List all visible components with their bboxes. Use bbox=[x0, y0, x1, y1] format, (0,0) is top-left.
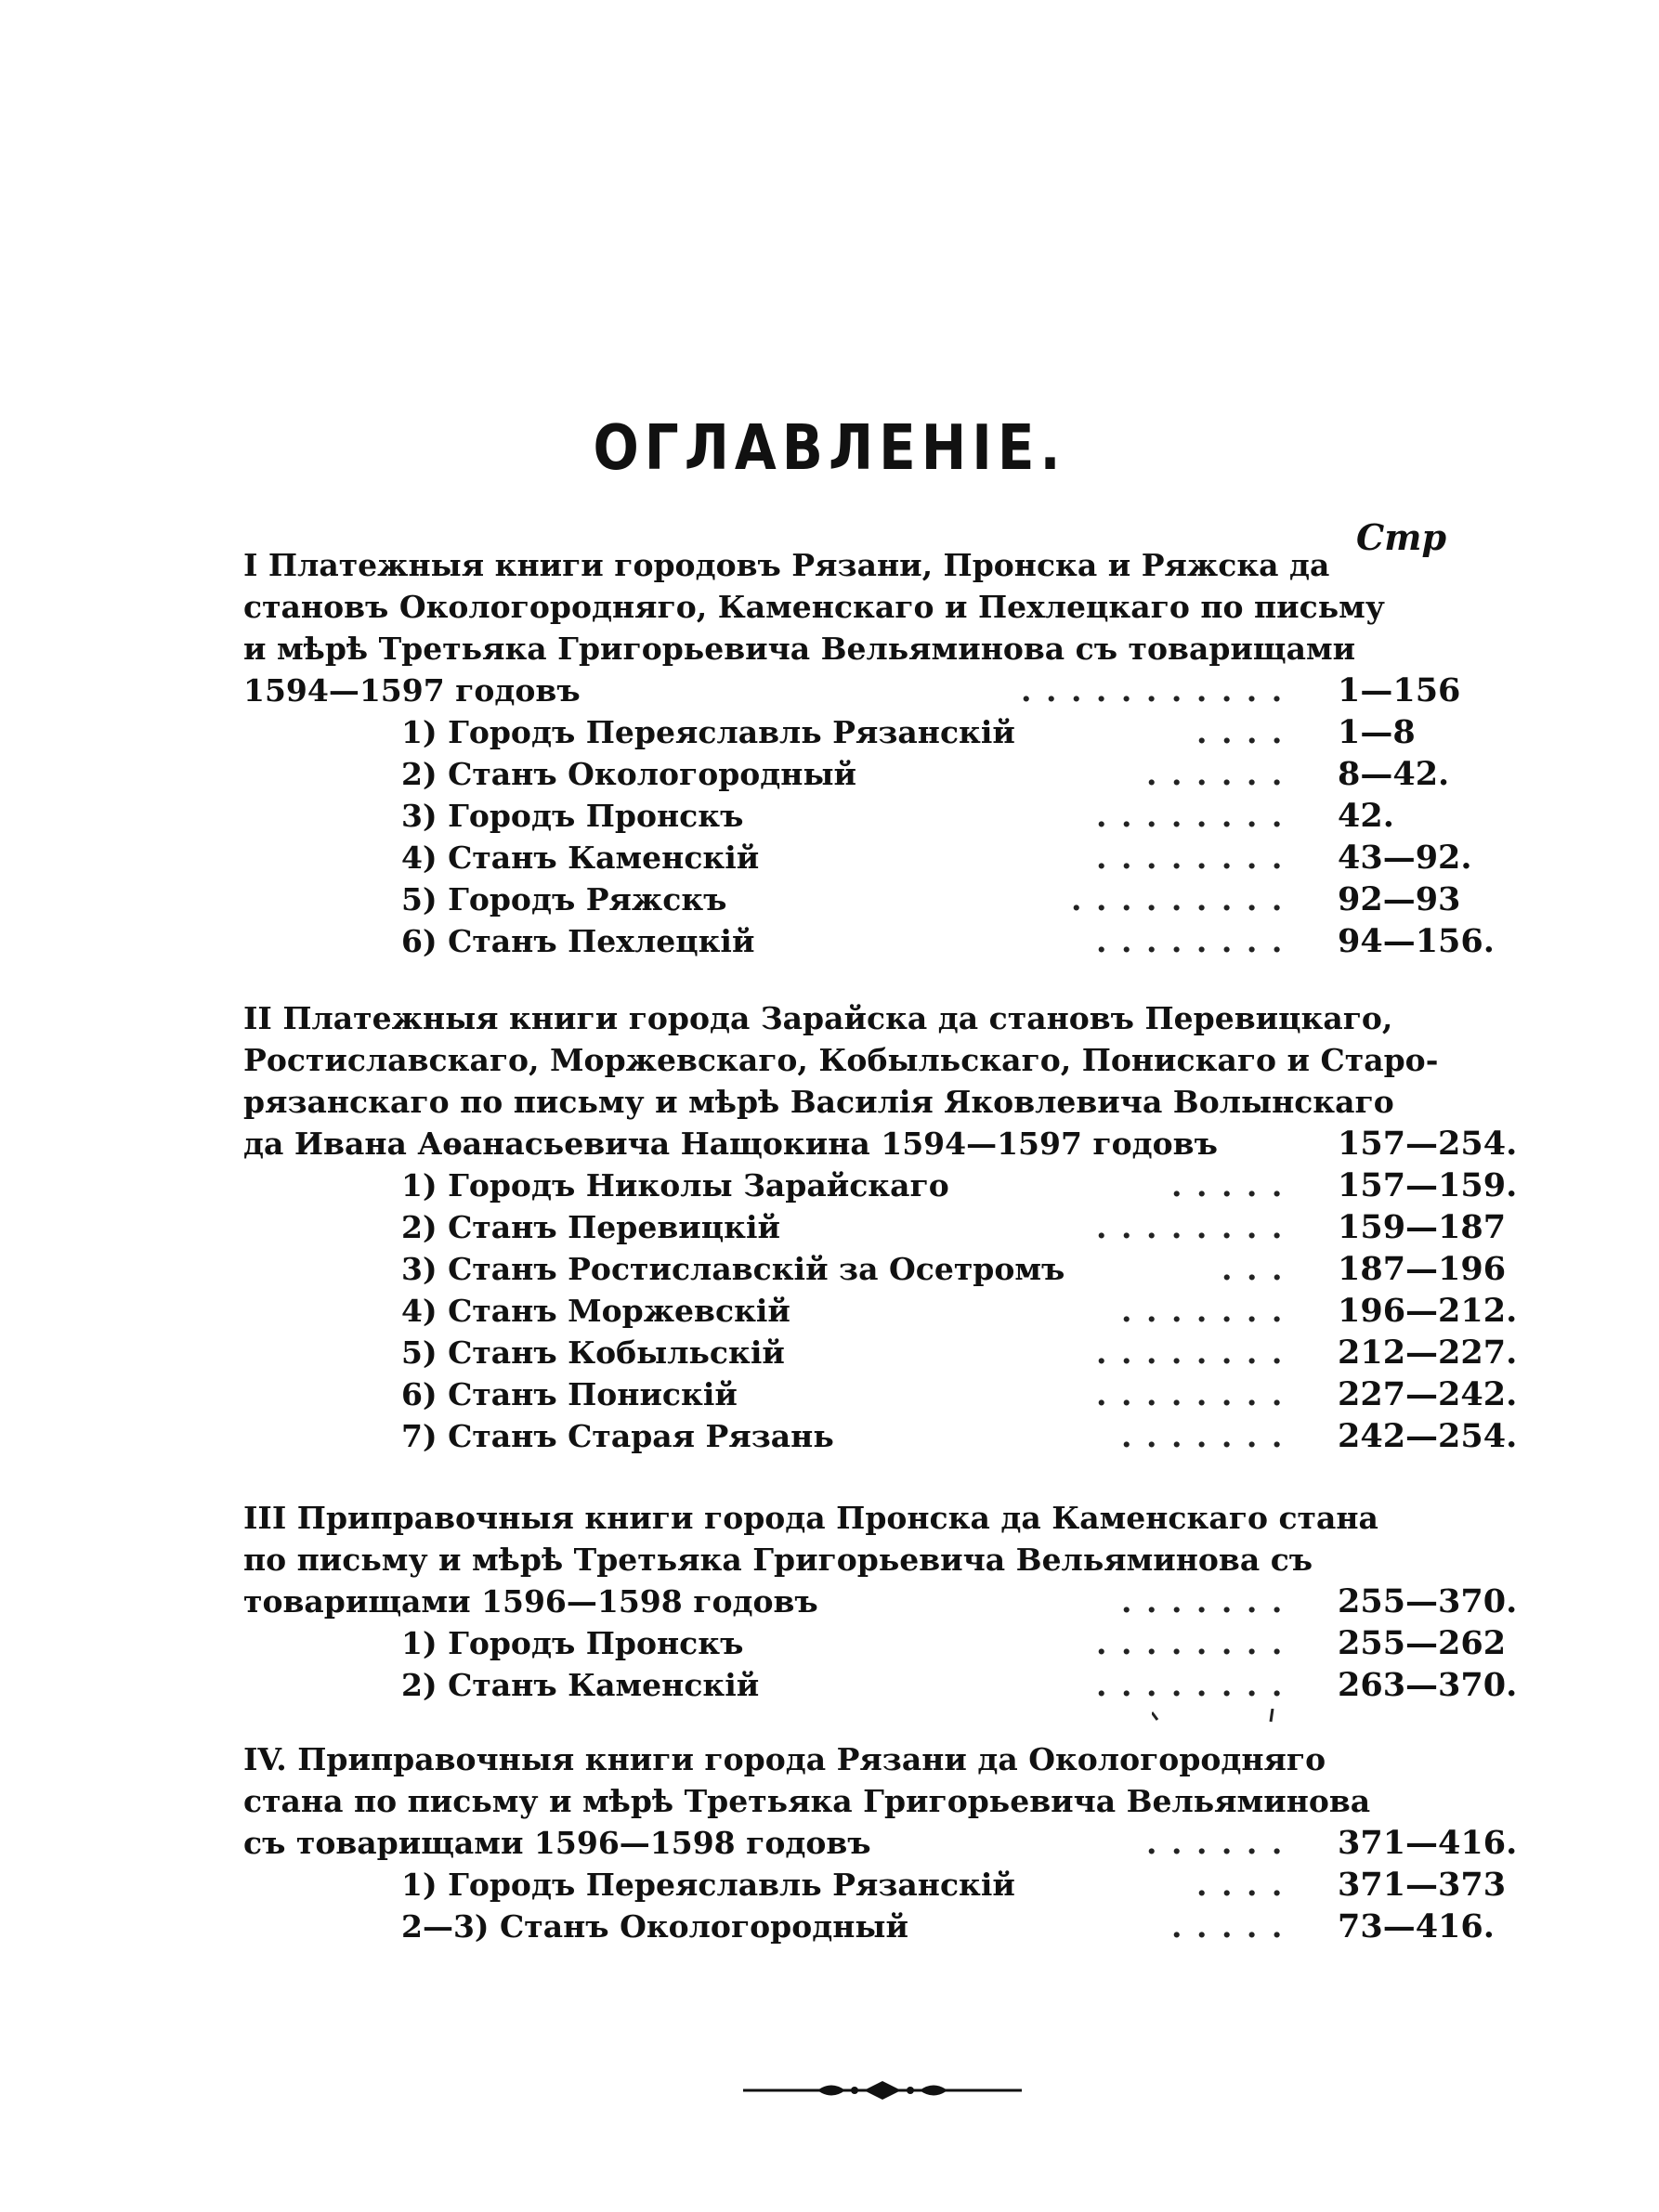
toc-entry-text: 5) Городъ Ряжскъ bbox=[401, 881, 727, 917]
page-range: 263—370. bbox=[1338, 1666, 1518, 1704]
section-heading-line bbox=[243, 1041, 1507, 1080]
page-range: 92—93 bbox=[1338, 880, 1461, 918]
toc-entry-text: 6) Станъ Пехлецкій bbox=[401, 923, 755, 959]
leader-dots: . . . . . . . . . . . bbox=[1021, 672, 1285, 709]
toc-entry-text: 2) Станъ Перевицкій bbox=[401, 1209, 780, 1245]
toc-entry-text: 6) Станъ Понискій bbox=[401, 1376, 738, 1412]
leader-dots: . . . . . . . . bbox=[1096, 798, 1285, 834]
section-heading-line bbox=[243, 1083, 1507, 1122]
page-range: 8—42. bbox=[1338, 755, 1450, 793]
section-heading-line-text: I Платежныя книги городовъ Рязани, Пронска и Ряжска да bbox=[243, 547, 1330, 583]
section-heading-line bbox=[243, 588, 1507, 627]
section-heading-last-line bbox=[243, 1125, 1518, 1164]
page-range: 255—370. bbox=[1338, 1582, 1518, 1620]
toc-entry bbox=[243, 1292, 1518, 1331]
leader-dots: . . . . . . . bbox=[1121, 1293, 1285, 1329]
leader-dots: . . . . . . . . . bbox=[1071, 881, 1285, 917]
toc-entry-text: 2) Станъ Каменскій bbox=[401, 1667, 760, 1703]
leader-dots: . . . . . . . . bbox=[1096, 839, 1285, 876]
toc-entry bbox=[243, 1866, 1507, 1905]
leader-dots: . . . . . . . . bbox=[1096, 923, 1285, 959]
section-heading-line-text: по письму и мѣрѣ Третьяка Григорьевича Вельяминова съ bbox=[243, 1542, 1313, 1578]
page-range: 159—187 bbox=[1338, 1208, 1507, 1246]
toc-entry bbox=[243, 1666, 1518, 1705]
page-range: 187—196 bbox=[1338, 1250, 1507, 1288]
page-range: 42. bbox=[1338, 797, 1394, 835]
page-column-label: Стр bbox=[1356, 516, 1447, 558]
toc-entry-text: 4) Станъ Каменскій bbox=[401, 839, 760, 876]
toc-entry bbox=[243, 1907, 1507, 1946]
page-range: 255—262 bbox=[1338, 1624, 1507, 1662]
toc-entry bbox=[243, 1250, 1507, 1289]
section-heading-line-text: II Платежныя книги города Зарайска да становъ Перевицкаго, bbox=[243, 1000, 1393, 1036]
section-heading-line-text: и мѣрѣ Третьяка Григорьевича Вельяминова съ товарищами bbox=[243, 631, 1356, 667]
page-range: 43—92. bbox=[1338, 839, 1472, 877]
section-heading-line bbox=[243, 1499, 1507, 1538]
page-range: 94—156. bbox=[1338, 922, 1495, 960]
leader-dots: . . . bbox=[1221, 1251, 1285, 1287]
section-heading-last-line-text: товарищами 1596—1598 годовъ bbox=[243, 1583, 818, 1620]
leader-dots: . . . . . . . . bbox=[1096, 1209, 1285, 1245]
leader-dots: . . . . . . . bbox=[1121, 1418, 1285, 1454]
toc-entry bbox=[243, 797, 1507, 836]
leader-dots: . . . . . . . . bbox=[1096, 1625, 1285, 1661]
section-heading-line bbox=[243, 999, 1507, 1038]
page-range: 212—227. bbox=[1338, 1334, 1518, 1372]
toc-entry-text: 1) Городъ Переяславль Рязанскій bbox=[401, 1867, 1015, 1903]
section-heading-last-line bbox=[243, 671, 1507, 710]
toc-entry bbox=[243, 1375, 1518, 1414]
toc-entry bbox=[243, 1624, 1507, 1663]
section-heading-line bbox=[243, 1782, 1507, 1821]
page-range: 1—8 bbox=[1338, 713, 1416, 751]
page-range: 157—159. bbox=[1338, 1166, 1518, 1204]
page-range: 196—212. bbox=[1338, 1292, 1518, 1330]
toc-entry-text: 2) Станъ Окологородный bbox=[401, 756, 857, 792]
page-range: 227—242. bbox=[1338, 1375, 1518, 1413]
leader-dots: . . . . . . . . bbox=[1096, 1334, 1285, 1371]
page-range: 371—416. bbox=[1338, 1824, 1518, 1862]
leader-dots: . . . . . bbox=[1171, 1167, 1285, 1204]
toc-entry bbox=[243, 1208, 1507, 1247]
section-heading-last-line bbox=[243, 1824, 1518, 1863]
page-range: 1—156 bbox=[1338, 671, 1461, 709]
section-heading-line bbox=[243, 546, 1507, 585]
page-range: 242—254. bbox=[1338, 1417, 1518, 1455]
toc-entry bbox=[243, 713, 1507, 752]
section-heading-line-text: IV. Приправочныя книги города Рязани да Окологородняго bbox=[243, 1741, 1326, 1777]
section-heading-line-text: III Приправочныя книги города Пронска да Каменскаго стана bbox=[243, 1500, 1378, 1536]
leader-dots: . . . . . . . . bbox=[1096, 1667, 1285, 1703]
toc-entry-text: 5) Станъ Кобыльскій bbox=[401, 1334, 785, 1371]
section-heading-line-text: становъ Окологородняго, Каменскаго и Пехлецкаго по письму bbox=[243, 589, 1385, 625]
leader-dots: . . . . . . . . bbox=[1096, 1376, 1285, 1412]
toc-entry-text: 1) Городъ Пронскъ bbox=[401, 1625, 744, 1661]
toc-entry bbox=[243, 922, 1507, 961]
toc-entry-text: 1) Городъ Переяславль Рязанскій bbox=[401, 714, 1015, 750]
section-heading-last-line-text: да Ивана Аѳанасьевича Нащокина 1594—1597 годовъ bbox=[243, 1126, 1218, 1162]
toc-entry bbox=[243, 1166, 1518, 1205]
section-heading-last-line-text: 1594—1597 годовъ bbox=[243, 672, 581, 709]
page-range: 371—373 bbox=[1338, 1866, 1507, 1904]
leader-dots: . . . . . . bbox=[1146, 1825, 1285, 1861]
page-title: ОГЛАВЛЕНІЕ. bbox=[593, 410, 1066, 485]
toc-entry bbox=[243, 1334, 1518, 1373]
toc-entry-text: 3) Станъ Ростиславскій за Осетромъ bbox=[401, 1251, 1065, 1287]
scan-speck-marks bbox=[1152, 1709, 1282, 1737]
toc-entry bbox=[243, 1417, 1518, 1456]
section-heading-line-text: Ростиславскаго, Моржевскаго, Кобыльскаго, Понискаго и Старо- bbox=[243, 1042, 1439, 1078]
section-heading-line-text: стана по письму и мѣрѣ Третьяка Григорьевича Вельяминова bbox=[243, 1783, 1371, 1819]
section-heading-line bbox=[243, 1541, 1507, 1580]
leader-dots: . . . . . . bbox=[1146, 756, 1285, 792]
toc-entry-text: 2—3) Станъ Окологородный bbox=[401, 1908, 908, 1945]
toc-entry bbox=[243, 880, 1507, 919]
toc-entry bbox=[243, 755, 1507, 794]
ornament-divider-icon bbox=[743, 2076, 1022, 2104]
toc-entry-text: 4) Станъ Моржевскій bbox=[401, 1293, 790, 1329]
toc-entry-text: 3) Городъ Пронскъ bbox=[401, 798, 744, 834]
section-heading-line-text: рязанскаго по письму и мѣрѣ Василія Яковлевича Волынскаго bbox=[243, 1084, 1394, 1120]
section-heading-last-line bbox=[243, 1582, 1518, 1621]
leader-dots: . . . . . . . bbox=[1121, 1583, 1285, 1620]
section-heading-line bbox=[243, 1740, 1507, 1779]
toc-entry-text: 1) Городъ Николы Зарайскаго bbox=[401, 1167, 949, 1204]
leader-dots: . . . . . bbox=[1171, 1908, 1285, 1945]
page-range: 157—254. bbox=[1338, 1125, 1518, 1163]
toc-entry bbox=[243, 839, 1507, 878]
section-heading-line bbox=[243, 630, 1507, 669]
page-range: 73—416. bbox=[1338, 1907, 1495, 1945]
leader-dots: . . . . bbox=[1196, 714, 1285, 750]
leader-dots: . . . . bbox=[1196, 1867, 1285, 1903]
toc-entry-text: 7) Станъ Старая Рязань bbox=[401, 1418, 834, 1454]
section-heading-last-line-text: съ товарищами 1596—1598 годовъ bbox=[243, 1825, 871, 1861]
